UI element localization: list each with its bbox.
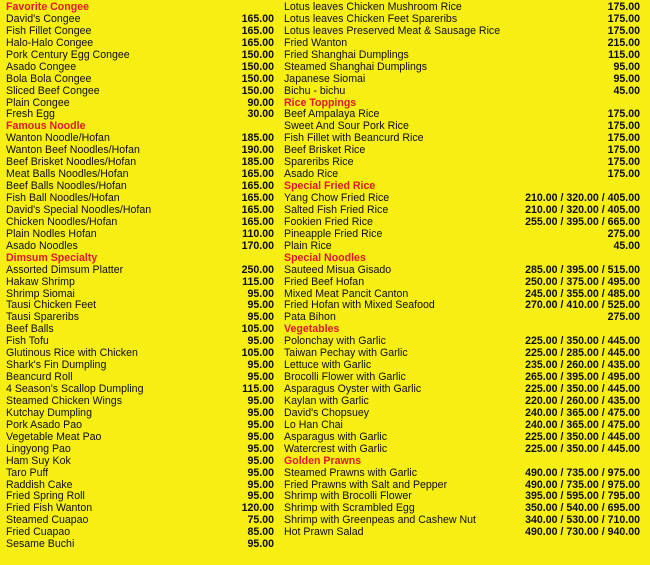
menu-item-name: Steamed Chicken Wings: [6, 395, 122, 407]
menu-item-price: 45.00: [613, 239, 640, 252]
menu-item-price: 245.00 / 355.00 / 485.00: [525, 287, 640, 300]
section-heading-dimsum-specialty: Dimsum Specialty: [6, 251, 98, 264]
menu-item: [6, 50, 274, 62]
menu-item-price: 95.00: [247, 442, 274, 455]
menu-item-price: 175.00: [607, 156, 640, 169]
menu-item: [6, 289, 274, 301]
menu-item-price: 90.00: [247, 96, 274, 109]
menu-item: [6, 38, 274, 50]
menu-item-price: 490.00 / 735.00 / 975.00: [525, 478, 640, 491]
menu-item-name: Fish Fillet with Beancurd Rice: [284, 133, 424, 145]
menu-item-name: 4 Season's Scallop Dumpling: [6, 384, 144, 395]
menu-item: [284, 145, 640, 157]
menu-item: [284, 74, 640, 86]
menu-item-price: 165.00: [241, 192, 274, 204]
menu-item-price: 175.00: [607, 144, 640, 157]
menu-item-name: Spareribs Rice: [284, 157, 354, 169]
menu-item: [284, 50, 640, 62]
menu-item: [284, 109, 640, 121]
menu-item: [6, 515, 274, 527]
menu-item: [6, 169, 274, 181]
menu-item-name: Brocolli Flower with Garlic: [284, 372, 406, 384]
menu-item-price: 215.00: [607, 36, 640, 49]
menu-item-price: 150.00: [241, 72, 274, 85]
menu-item-price: 175.00: [607, 24, 640, 37]
menu-item-name: Tausi Chicken Feet: [6, 300, 97, 312]
menu-item-name: Polonchay with Garlic: [284, 336, 386, 348]
menu-item-name: Asado Congee: [6, 61, 77, 73]
menu-item: [284, 14, 640, 26]
menu-item-name: Chicken Noodles/Hofan: [6, 216, 118, 228]
menu-item-price: 95.00: [247, 490, 274, 503]
menu-item-price: 395.00 / 595.00 / 795.00: [525, 490, 640, 503]
menu-item: [6, 432, 274, 444]
menu-item-price: 175.00: [607, 108, 640, 121]
menu-item-name: Fried Hofan with Mixed Seafood: [284, 300, 435, 312]
menu-item-name: Yang Chow Fried Rice: [284, 193, 390, 204]
menu-item: [6, 503, 274, 515]
menu-item-price: 95.00: [247, 335, 274, 348]
menu-item-name: Lingyong Pao: [6, 443, 71, 455]
menu-item: [6, 527, 274, 539]
menu-item-price: 175.00: [607, 12, 640, 25]
menu-item-price: 95.00: [247, 394, 274, 407]
menu-item-name: Lotus leaves Chicken Feet Spareribs: [284, 13, 458, 25]
menu-item-price: 115.00: [242, 383, 274, 395]
menu-item-price: 165.00: [241, 180, 274, 193]
menu-item-name: Steamed Shanghai Dumplings: [284, 61, 428, 73]
menu-item: [284, 277, 640, 289]
menu-item-price: 170.00: [241, 239, 274, 252]
menu-item: [284, 432, 640, 444]
menu-item: [6, 265, 274, 277]
menu-item-name: Halo-Halo Congee: [6, 37, 94, 49]
menu-item-name: Asparagus with Garlic: [284, 431, 388, 443]
menu-item-name: Shrimp with Brocolli Flower: [284, 491, 412, 503]
menu-item: [6, 217, 274, 229]
menu-item-price: 340.00 / 530.00 / 710.00: [525, 514, 640, 527]
menu-item-price: 95.00: [247, 406, 274, 419]
menu-item-name: Pata Bihon: [284, 312, 336, 324]
menu-item: [6, 277, 274, 289]
menu-item-price: 95.00: [247, 478, 274, 491]
menu-item: [6, 456, 274, 468]
menu-item-name: Sweet And Sour Pork Rice: [284, 121, 409, 133]
menu-item-name: Wanton Noodle/Hofan: [6, 133, 110, 145]
menu-item-price: 120.00: [241, 502, 274, 515]
menu-item-name: Asparagus Oyster with Garlic: [284, 384, 422, 395]
menu-item-name: Plain Congee: [6, 97, 70, 109]
menu-item-price: 250.00 / 375.00 / 495.00: [525, 275, 640, 288]
menu-item-price: 175.00: [607, 132, 640, 145]
menu-item: [284, 2, 640, 14]
menu-item-name: Asado Noodles: [6, 240, 78, 252]
menu-item-price: 250.00: [241, 263, 274, 276]
menu-item-name: Shark's Fin Dumpling: [6, 360, 107, 372]
menu-item-price: 150.00: [241, 84, 274, 97]
menu-item-name: Beef Balls: [6, 324, 54, 336]
menu-item: [284, 468, 640, 480]
menu-item-name: Kaylan with Garlic: [284, 395, 369, 407]
menu-item: [6, 229, 274, 241]
menu-item: [6, 300, 274, 312]
menu-item-name: Mixed Meat Pancit Canton: [284, 288, 409, 300]
menu-item: [6, 14, 274, 26]
menu-item-name: Lettuce with Garlic: [284, 360, 372, 372]
menu-item: [284, 217, 640, 229]
menu-item-price: 165.00: [241, 203, 274, 216]
menu-item: [6, 98, 274, 110]
menu-item: [284, 265, 640, 277]
menu-item-name: Pineapple Fried Rice: [284, 228, 383, 240]
menu-item: [6, 86, 274, 98]
menu-item: [6, 408, 274, 420]
menu-item-price: 225.00 / 350.00 / 445.00: [525, 442, 640, 455]
menu-item-price: 105.00: [241, 347, 274, 360]
menu-item: [6, 133, 274, 145]
menu-item-name: Glutinous Rice with Chicken: [6, 348, 138, 360]
menu-item-price: 85.00: [247, 526, 274, 539]
menu-item-price: 165.00: [241, 12, 274, 25]
menu-item: [6, 157, 274, 169]
menu-item-price: 45.00: [613, 84, 640, 97]
menu-item-price: 270.00 / 410.00 / 525.00: [525, 299, 640, 312]
menu-item-name: Fried Fish Wanton: [6, 503, 93, 515]
menu-item: [6, 468, 274, 480]
menu-column-left: [6, 2, 274, 551]
menu-item-price: 490.00 / 735.00 / 975.00: [525, 466, 640, 479]
menu-item-name: Asado Rice: [284, 169, 339, 181]
menu-item-name: Bichu - bichu: [284, 85, 346, 97]
menu-item-name: Japanese Siomai: [284, 73, 366, 85]
menu-item: [6, 539, 274, 551]
menu-item-name: Fookien Fried Rice: [284, 216, 373, 228]
menu-item-price: 240.00 / 365.00 / 475.00: [525, 418, 640, 431]
menu-item-price: 210.00 / 320.00 / 405.00: [525, 192, 640, 204]
menu-item-price: 175.00: [607, 120, 640, 133]
menu-item-price: 275.00: [607, 227, 640, 240]
menu-item-name: Taro Puff: [6, 467, 49, 479]
menu-item-price: 220.00 / 260.00 / 435.00: [525, 394, 640, 407]
menu-item-name: Wanton Beef Noodles/Hofan: [6, 145, 140, 157]
menu-item-name: Steamed Prawns with Garlic: [284, 467, 418, 479]
menu-item-price: 115.00: [608, 48, 640, 61]
menu-item: [6, 145, 274, 157]
menu-item-name: Fried Spring Roll: [6, 491, 85, 503]
menu-item-name: Raddish Cake: [6, 479, 73, 491]
menu-item-name: Lotus leaves Preserved Meat & Sausage Rice: [284, 25, 501, 37]
menu-item-name: Beef Brisket Noodles/Hofan: [6, 157, 137, 169]
menu-item-name: Fried Wanton: [284, 37, 348, 49]
menu-item: [6, 193, 274, 205]
menu-item: [6, 372, 274, 384]
menu-item: [284, 38, 640, 50]
menu-item-price: 150.00: [241, 48, 274, 61]
menu-item-price: 210.00 / 320.00 / 405.00: [525, 203, 640, 216]
menu-item-name: David's Special Noodles/Hofan: [6, 204, 152, 216]
menu-item-name: David's Congee: [6, 13, 81, 25]
menu-item-name: Beef Balls Noodles/Hofan: [6, 181, 127, 193]
menu-item-price: 95.00: [247, 359, 274, 372]
menu-item: [6, 26, 274, 38]
menu-item-name: Sauteed Misua Gisado: [284, 264, 392, 276]
menu-item: [6, 384, 274, 396]
menu-item-name: Tausi Spareribs: [6, 312, 80, 324]
menu-item-name: Plain Rice: [284, 240, 332, 252]
menu-item-price: 225.00 / 350.00 / 445.00: [525, 383, 640, 395]
menu-item: [6, 62, 274, 74]
section-heading-golden-prawns: Golden Prawns: [284, 454, 362, 467]
menu-item-name: Fried Beef Hofan: [284, 276, 365, 288]
menu-item-price: 30.00: [247, 108, 274, 121]
menu-item: [6, 324, 274, 336]
menu-item: [6, 241, 274, 253]
menu-item-price: 110.00: [242, 227, 274, 240]
menu-item-name: Fish Ball Noodles/Hofan: [6, 193, 120, 204]
menu-item-name: Hot Prawn Salad: [284, 527, 364, 539]
menu-item-name: Taiwan Pechay with Garlic: [284, 348, 408, 360]
menu-item: [284, 26, 640, 38]
menu-item-price: 105.00: [241, 323, 274, 336]
menu-item: [6, 336, 274, 348]
menu-item-name: Steamed Cuapao: [6, 515, 89, 527]
menu-item-price: 95.00: [247, 418, 274, 431]
menu-item: [284, 133, 640, 145]
menu-item-price: 95.00: [247, 454, 274, 467]
section-heading-special-noodles: Special Noodles: [284, 251, 366, 264]
menu-item-price: 165.00: [241, 168, 274, 181]
menu-item-price: 95.00: [247, 299, 274, 312]
menu-item: [6, 444, 274, 456]
menu-item: [6, 360, 274, 372]
menu-item-name: Assorted Dimsum Platter: [6, 264, 124, 276]
menu-item-price: 225.00 / 285.00 / 445.00: [525, 347, 640, 360]
menu-item-price: 95.00: [247, 287, 274, 300]
menu-item-price: 225.00 / 350.00 / 445.00: [525, 430, 640, 443]
menu-item-price: 165.00: [241, 24, 274, 37]
menu-item: [6, 396, 274, 408]
menu-item: [284, 527, 640, 539]
menu-item: [6, 348, 274, 360]
menu-item-name: Fried Prawns with Salt and Pepper: [284, 479, 448, 491]
menu-item: [284, 121, 640, 133]
section-heading-vegetables: Vegetables: [284, 323, 340, 336]
menu-item: [6, 491, 274, 503]
menu-item-name: Beef Ampalaya Rice: [284, 109, 380, 121]
menu-item: [284, 300, 640, 312]
menu-item-name: Beef Brisket Rice: [284, 145, 366, 157]
menu-item-name: Sesame Buchi: [6, 539, 75, 551]
menu-item-price: 175.00: [607, 168, 640, 181]
menu-item: [6, 181, 274, 193]
menu-item-name: Shrimp Siomai: [6, 288, 75, 300]
menu-item-name: Fresh Egg: [6, 109, 55, 121]
menu-item-name: Pork Century Egg Congee: [6, 49, 130, 61]
menu-item-name: Lotus leaves Chicken Mushroom Rice: [284, 2, 462, 13]
menu-item-name: Shrimp with Scrambled Egg: [284, 503, 415, 515]
menu-item-price: 95.00: [613, 72, 640, 85]
menu-item: [284, 62, 640, 74]
menu-item-name: David's Chopsuey: [284, 407, 370, 419]
menu-item: [284, 157, 640, 169]
section-heading-special-fried-rice: Special Fried Rice: [284, 180, 376, 193]
section-heading-favorite-congee: Favorite Congee: [6, 1, 90, 13]
menu-item-price: 175.00: [607, 1, 640, 13]
menu-item-price: 165.00: [241, 36, 274, 49]
menu-item-price: 490.00 / 730.00 / 940.00: [525, 526, 640, 539]
menu-item-price: 95.00: [247, 430, 274, 443]
menu-item-price: 265.00 / 395.00 / 495.00: [525, 371, 640, 384]
menu-item-name: Beancurd Roll: [6, 372, 73, 384]
menu-item: [284, 241, 640, 253]
menu-item-price: 185.00: [241, 156, 274, 169]
menu-item-price: 240.00 / 365.00 / 475.00: [525, 406, 640, 419]
menu-item-name: Hakaw Shrimp: [6, 276, 75, 288]
menu-item-price: 275.00: [607, 311, 640, 324]
menu-item-price: 350.00 / 540.00 / 695.00: [525, 502, 640, 515]
menu-item-name: Ham Suy Kok: [6, 455, 71, 467]
menu-item-name: Sliced Beef Congee: [6, 85, 100, 97]
menu-item-price: 235.00 / 260.00 / 435.00: [525, 359, 640, 372]
menu-item: [6, 420, 274, 432]
menu-item-name: Vegetable Meat Pao: [6, 431, 102, 443]
menu-item: [284, 420, 640, 432]
menu-item: [6, 74, 274, 86]
menu-item-name: Kutchay Dumpling: [6, 407, 92, 419]
menu-item: [284, 86, 640, 98]
menu-item-price: 165.00: [241, 215, 274, 228]
menu-item-name: Bola Bola Congee: [6, 73, 92, 85]
menu-item-name: Plain Nodles Hofan: [6, 228, 97, 240]
menu-item-name: Pork Asado Pao: [6, 419, 82, 431]
menu-item-price: 285.00 / 395.00 / 515.00: [525, 263, 640, 276]
menu-item: [6, 312, 274, 324]
menu-item-name: Fish Fillet Congee: [6, 25, 92, 37]
menu-item-name: Meat Balls Noodles/Hofan: [6, 169, 129, 181]
menu-item-name: Fried Cuapao: [6, 527, 71, 539]
menu-column-right: [284, 2, 640, 539]
menu-item-price: 75.00: [247, 514, 274, 527]
menu-item-price: 150.00: [241, 60, 274, 73]
menu-item-price: 95.00: [247, 466, 274, 479]
menu-item-price: 190.00: [241, 144, 274, 157]
menu-item-price: 225.00 / 350.00 / 445.00: [525, 335, 640, 348]
section-heading-famous-noodle: Famous Noodle: [6, 120, 86, 133]
menu-item-name: Shrimp with Greenpeas and Cashew Nut: [284, 515, 476, 527]
menu-item: [284, 444, 640, 456]
section-heading-rice-toppings: Rice Toppings: [284, 96, 357, 109]
menu-item-name: Fried Shanghai Dumplings: [284, 49, 409, 61]
menu-item-price: 95.00: [613, 60, 640, 73]
menu-item-price: 95.00: [247, 371, 274, 384]
menu-item: [6, 480, 274, 492]
menu-item-price: 185.00: [241, 132, 274, 145]
menu-item-name: Watercrest with Garlic: [284, 443, 388, 455]
menu-item-price: 255.00 / 395.00 / 665.00: [525, 215, 640, 228]
menu-item-price: 95.00: [247, 538, 274, 551]
menu-item-price: 95.00: [247, 311, 274, 324]
menu-item-name: Fish Tofu: [6, 336, 49, 348]
menu-item-name: Lo Han Chai: [284, 419, 343, 431]
menu-item: [6, 205, 274, 217]
menu-item-price: 115.00: [242, 275, 274, 288]
menu-item-name: Salted Fish Fried Rice: [284, 204, 389, 216]
menu-item: [284, 229, 640, 241]
